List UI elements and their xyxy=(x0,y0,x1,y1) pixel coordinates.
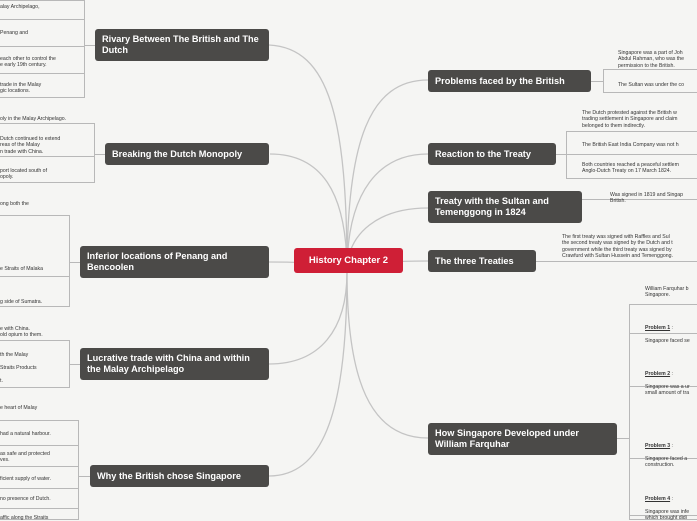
note-problems-1: Singapore was a part of Joh Abdul Rahman, who was the permission to the British. xyxy=(618,50,685,69)
note-reaction-2: The British East India Company was not h xyxy=(582,142,679,148)
topic-reaction-treaty[interactable]: Reaction to the Treaty xyxy=(428,143,556,165)
problem-3-label: Problem 3 xyxy=(645,443,671,450)
divider xyxy=(0,466,79,467)
note-farquhar-intro: William Farquhar b Singapore. xyxy=(645,286,689,299)
note-rivalry-1: alay Archipelago, xyxy=(0,4,40,10)
divider xyxy=(0,46,85,47)
note-why-6: affic along the Straits xyxy=(0,515,49,521)
divider xyxy=(0,508,79,509)
topic-problems-british[interactable]: Problems faced by the British xyxy=(428,70,591,92)
note-problem-3: Problem 3 : Singapore faced a construction. xyxy=(645,443,688,469)
note-reaction-1: The Dutch protested against the British w trading settlement in Singapore and claim belonged to them indirectly. xyxy=(582,110,678,129)
note-lucrative-1: e with China. old opium to them. xyxy=(0,326,43,339)
topic-singapore-farquhar[interactable]: How Singapore Developed under William Farquhar xyxy=(428,423,617,455)
connector-stub xyxy=(70,262,80,263)
connector-stub xyxy=(85,45,95,46)
note-inferior-3: g side of Sumatra. xyxy=(0,299,43,305)
connector-stub xyxy=(70,364,80,365)
note-why-5: no presence of Dutch. xyxy=(0,496,51,502)
divider xyxy=(0,19,85,20)
note-why-1: e heart of Malay xyxy=(0,405,38,411)
note-lucrative-2: th the Malay xyxy=(0,352,29,358)
topic-rivalry[interactable]: Rivary Between The British and The Dutch xyxy=(95,29,269,61)
note-reaction-3: Both countries reached a peaceful settlem Anglo-Dutch Treaty on 17 March 1824. xyxy=(582,162,679,175)
note-lucrative-3: Straits Products xyxy=(0,365,37,371)
connector-stub xyxy=(79,476,90,477)
note-problem-2: Problem 2 : Singapore was a ur small amount of tra xyxy=(645,371,690,397)
topic-why-singapore[interactable]: Why the British chose Singapore xyxy=(90,465,269,487)
connector-stub xyxy=(591,81,603,82)
problem-3-text: Singapore faced a construction. xyxy=(645,455,688,469)
note-why-4: ficient supply of water. xyxy=(0,476,52,482)
divider xyxy=(0,276,70,277)
note-why-2: had a natural harbour. xyxy=(0,431,51,437)
note-monopoly-1: oly in the Malay Archipelago. xyxy=(0,116,67,122)
divider xyxy=(566,154,697,155)
note-rivalry-3: each other to control the e early 19th century. xyxy=(0,56,56,69)
note-rivalry-2: Penang and xyxy=(0,30,28,36)
bracket-inferior xyxy=(0,215,70,307)
topic-treaty-sultan[interactable]: Treaty with the Sultan and Temenggong in 1824 xyxy=(428,191,582,223)
topic-inferior-locations[interactable]: Inferior locations of Penang and Bencoolen xyxy=(80,246,269,278)
note-inferior-1: ong both the xyxy=(0,201,29,207)
note-treaty-sultan-1: Was signed in 1819 and Singap British. xyxy=(610,192,684,205)
problem-1-label: Problem 1 xyxy=(645,325,671,332)
note-problems-2: The Sultan was under the co xyxy=(618,82,685,88)
divider xyxy=(0,488,79,489)
problem-1-text: Singapore faced se xyxy=(645,337,690,344)
problem-4-text: Singapore was infe which brought didi xyxy=(645,508,690,521)
topic-lucrative-trade[interactable]: Lucrative trade with China and within the Malay Archipelago xyxy=(80,348,269,380)
connector-stub xyxy=(556,154,566,155)
problem-4-label: Problem 4 xyxy=(645,496,671,503)
topic-three-treaties[interactable]: The three Treaties xyxy=(428,250,536,272)
connector-stub xyxy=(95,154,105,155)
problem-2-label: Problem 2 xyxy=(645,371,671,378)
note-problem-4: Problem 4 : Singapore was infe which brought didi xyxy=(645,496,690,521)
note-problem-1: Problem 1 : Singapore faced se xyxy=(645,325,690,344)
note-inferior-2: e Straits of Malaka xyxy=(0,266,43,272)
note-monopoly-2: Dutch continued to extend reas of the Malay n trade with China. xyxy=(0,136,61,155)
note-why-3: as safe and protected ves. xyxy=(0,451,50,464)
divider xyxy=(0,156,95,157)
note-three-treaties-1: The first treaty was signed with Raffles and Sul the second treaty was signed by the Dutch and t government while the third treaty was signed by Crawfurd with Sultan Hussein and Temenggong. xyxy=(562,234,673,259)
problem-2-text: Singapore was a ur small amount of tra xyxy=(645,383,690,397)
connector-stub xyxy=(617,438,629,439)
note-monopoly-3: port located south of opoly. xyxy=(0,168,48,181)
central-topic[interactable]: History Chapter 2 xyxy=(294,248,403,273)
note-lucrative-4: t. xyxy=(0,378,3,384)
note-rivalry-4: trade in the Malay gic locations. xyxy=(0,82,42,95)
bracket-problems xyxy=(603,69,697,93)
connector-stub xyxy=(536,261,697,262)
divider xyxy=(0,73,85,74)
topic-breaking-monopoly[interactable]: Breaking the Dutch Monopoly xyxy=(105,143,269,165)
divider xyxy=(0,445,79,446)
